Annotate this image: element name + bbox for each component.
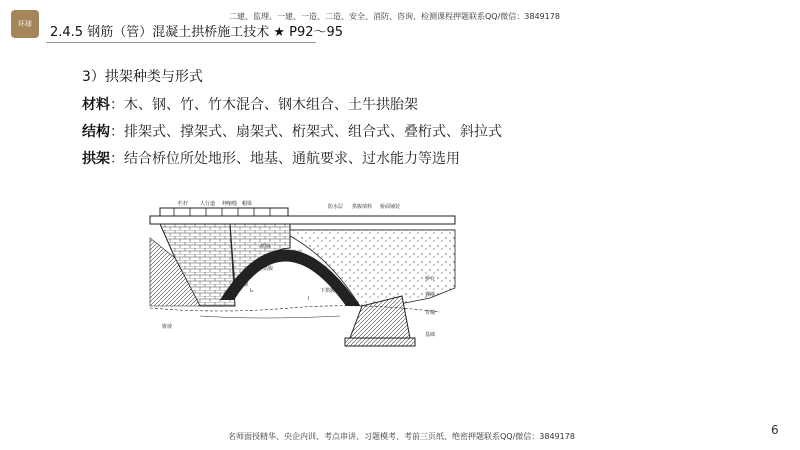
- railing: [160, 208, 288, 216]
- label-l0: l₀: [250, 288, 254, 294]
- foundation: [345, 338, 415, 346]
- content-row-material: [82, 94, 418, 114]
- footer-banner: 名师面授精华、央企内训、考点串讲、习题模考、考前三页纸、绝密押题联系QQ/微信：3849178: [228, 432, 575, 441]
- label-foundation: 基础: [425, 332, 436, 338]
- label-waterproof: 防水层: [328, 204, 344, 210]
- label-expansion: 伸缩缝: [222, 201, 238, 207]
- row-label: 结构: [82, 124, 110, 140]
- row-label: 材料: [82, 97, 110, 113]
- content-row-structure: [82, 121, 502, 141]
- water-line: [200, 316, 340, 318]
- section-heading: 3）拱架种类与形式: [82, 69, 203, 85]
- label-cone: 锥坡: [162, 324, 173, 330]
- row-text: 结合桥位所处地形、地基、通航要求、过水能力等选用: [124, 151, 460, 167]
- top-banner: 二建、监理、一建、一造、二造、安全、消防、咨询、检测课程押题联系QQ/微信：3849178: [229, 12, 560, 21]
- label-sidewalk: 人行道: [200, 201, 216, 207]
- label-lower-arch: 下拱腹: [320, 288, 336, 294]
- row-text: 木、钢、竹、竹木混合、钢木组合、土牛拱胎架: [124, 97, 418, 113]
- label-l: l: [308, 296, 310, 302]
- title-underline: [46, 42, 316, 43]
- row-sep: ：: [110, 124, 124, 140]
- content-row-arch-frame: [82, 148, 460, 168]
- label-abutment: 桥台: [425, 276, 436, 282]
- label-upper-arch: 上拱腹: [258, 266, 274, 272]
- label-railing: 栏杆: [178, 201, 189, 207]
- label-spandrel: 拱脚: [238, 282, 249, 288]
- label-arch-axis: 拱轴线: [312, 266, 328, 272]
- arch-bridge-diagram: [140, 188, 470, 353]
- logo: 环球: [11, 10, 39, 38]
- row-sep: ：: [110, 97, 124, 113]
- label-wingwall: 翼墙: [425, 292, 436, 298]
- label-backfill: 拱腹填料: [352, 204, 373, 210]
- label-cap: 帽梁: [242, 201, 253, 207]
- page-title: 2.4.5 钢筋（管）混凝土拱桥施工技术 ★ P92～95: [50, 25, 344, 40]
- row-label: 拱架: [82, 151, 110, 167]
- label-arch-top: 拱顶: [292, 250, 303, 256]
- bridge-deck: [150, 216, 455, 224]
- railing-posts: [174, 208, 270, 216]
- row-sep: ：: [110, 151, 124, 167]
- row-text: 排架式、撑架式、扇架式、桁架式、组合式、叠桁式、斜拉式: [124, 124, 502, 140]
- label-backwall: 背墙: [425, 310, 436, 316]
- label-paving: 桥面铺装: [380, 204, 401, 210]
- label-arch-ring: 拱圈: [260, 244, 271, 250]
- page-number: 6: [771, 423, 779, 437]
